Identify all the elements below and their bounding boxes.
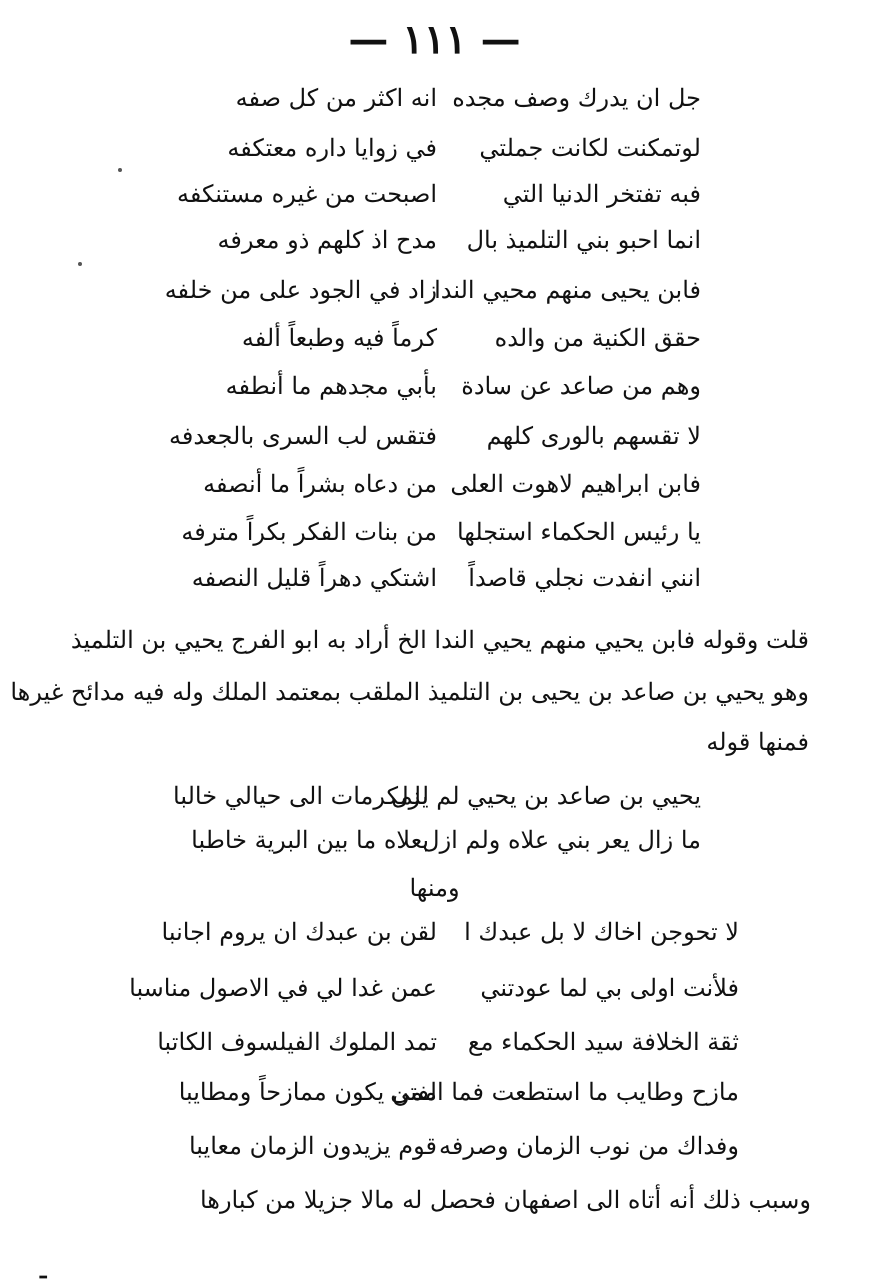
page-number: — ١١١ — <box>348 16 521 63</box>
hemistich-right: لوتمكنت لكانت جملتي <box>479 134 701 162</box>
hemistich-left: بعلاه ما بين البرية خاطبا <box>191 826 429 854</box>
hemistich-left: عمن غدا لي في الاصول مناسبا <box>129 974 437 1002</box>
hemistich-right: فابن يحيى منهم محيي الندا <box>434 276 701 304</box>
hemistich-right: لا تحوجن اخاك لا بل عبدك ا <box>464 918 739 946</box>
hemistich-left: للمكرمات الى حيالي خالبا <box>173 782 429 810</box>
hemistich-left: قوم يزيدون الزمان معايبا <box>188 1132 437 1160</box>
hemistich-left: زاد في الجود على من خلفه <box>164 276 437 304</box>
hemistich-left: فتقس لب السرى بالجعدفه <box>169 422 437 450</box>
hemistich-right: فابن ابراهيم لاهوت العلى <box>450 470 701 498</box>
prose-line: فمنها قوله <box>706 728 809 756</box>
hemistich-left: من دعاه بشراً ما أنصفه <box>203 470 437 498</box>
section-heading: ومنها <box>409 874 460 902</box>
hemistich-left: في زوايا داره معتكفه <box>227 134 437 162</box>
prose-line: وهو يحيي بن صاعد بن يحيى بن التلميذ الملقب بمعتمد الملك وله فيه مدائح غيرها <box>10 678 809 706</box>
hemistich-left: ممن يكون ممازحاً ومطايبا <box>178 1078 437 1106</box>
hemistich-right: لا تقسهم بالورى كلهم <box>486 422 701 450</box>
hemistich-left: اشتكي دهراً قليل النصفه <box>191 564 437 592</box>
hemistich-right: حقق الكنية من والده <box>494 324 701 352</box>
prose-line: قلت وقوله فابن يحيي منهم يحيي الندا الخ أراد به ابو الفرج يحيي بن التلميذ <box>70 626 809 654</box>
hemistich-left: اصبحت من غيره مستنكفه <box>177 180 437 208</box>
hemistich-right: جل ان يدرك وصف مجده <box>452 84 701 112</box>
scan-speck <box>78 262 82 266</box>
corner-mark: ـ <box>40 1258 47 1284</box>
hemistich-right: يا رئيس الحكماء استجلها <box>456 518 701 546</box>
prose-line: وسبب ذلك أنه أتاه الى اصفهان فحصل له مالا جزيلا من كبارها <box>199 1186 811 1214</box>
hemistich-left: من بنات الفكر بكراً مترفه <box>181 518 437 546</box>
hemistich-right: انما احبو بني التلميذ بال <box>466 226 701 254</box>
hemistich-left: كرماً فيه وطبعاً ألفه <box>241 324 437 352</box>
hemistich-left: بأبي مجدهم ما أنطفه <box>225 372 437 400</box>
hemistich-right: فبه تفتخر الدنيا التي <box>502 180 701 208</box>
hemistich-left: مدح اذ كلهم ذو معرفه <box>217 226 437 254</box>
hemistich-left: تمد الملوك الفيلسوف الكاتبا <box>157 1028 437 1056</box>
hemistich-right: ثقة الخلافة سيد الحكماء مع <box>467 1028 739 1056</box>
hemistich-right: يحيي بن صاعد بن يحيي لم يزل <box>391 782 701 810</box>
hemistich-left: لقن بن عبدك ان يروم اجانبا <box>161 918 437 946</box>
hemistich-right: وهم من صاعد عن سادة <box>461 372 701 400</box>
hemistich-left: انه اكثر من كل صفه <box>235 84 437 112</box>
scan-speck <box>118 168 122 172</box>
hemistich-right: انني انفدت نجلي قاصداً <box>468 564 701 592</box>
hemistich-right: ما زال يعر بني علاه ولم ازل <box>422 826 701 854</box>
hemistich-right: فلأنت اولى بي لما عودتني <box>480 974 739 1002</box>
hemistich-right: مازح وطايب ما استطعت فما الفتى <box>390 1078 739 1106</box>
hemistich-right: وفداك من نوب الزمان وصرفه <box>439 1132 739 1160</box>
